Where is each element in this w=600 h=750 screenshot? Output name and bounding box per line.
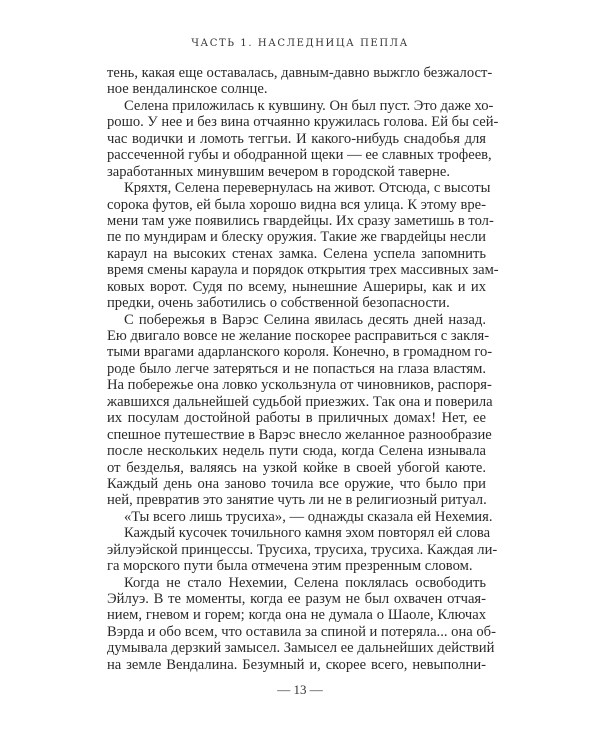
text-line: Каждый день она заново точила все оружие, что было при [107, 475, 486, 492]
text-line: время смены караула и порядок открытия трех массивных зам- [107, 262, 499, 279]
paragraph [107, 97, 499, 180]
text-line: рассеченной губы и ободранной щеки — ее славных трофеев, [107, 147, 492, 164]
text-line: пе по мундирам и блеску оружия. Такие же гвардейцы несли [107, 229, 486, 246]
page-number: — 13 — [277, 682, 323, 697]
paragraph [107, 180, 499, 312]
running-header: ЧАСТЬ 1. НАСЛЕДНИЦА ПЕПЛА [191, 38, 409, 49]
text-line: караул на высоких стенах замка. Селена успела запомнить [107, 245, 486, 262]
text-line: после нескольких недель пути сюда, когда Селена изнывала [107, 443, 486, 460]
body-text [107, 65, 499, 673]
paragraph [107, 574, 496, 674]
text-line: сорока футов, ей была хорошо видна вся улица. К этому вре- [107, 196, 486, 213]
paragraph [107, 508, 493, 525]
text-line: С побережья в Варэс Селина явилась десять дней назад. [124, 311, 486, 328]
text-line: эйлуэйской принцессы. Трусиха, трусиха, трусиха. Каждая ли- [107, 541, 498, 558]
text-line: тыми врагами адарланского короля. Конечно, в громадном го- [107, 344, 493, 361]
text-line: час водички и ломоть теггьи. И какого-нибудь снадобья для [107, 130, 486, 147]
text-line: На побережье она ловко ускользнула от чиновников, распоря- [107, 377, 492, 394]
paragraph [107, 311, 493, 509]
text-line: роде было легче затеряться и не попасться на глаза властям. [107, 360, 486, 377]
text-line: ное вендалинское солнце. [107, 81, 268, 98]
paragraph [107, 65, 493, 98]
text-line: от безделья, валяясь на узкой койке в своей убогой каюте. [107, 459, 486, 476]
text-line: думывала дерзкий замысел. Замысел ее дальнейших действий [107, 640, 495, 657]
text-line: Селена приложилась к кувшину. Он был пуст. Это даже хо- [124, 97, 494, 114]
paragraph [107, 525, 498, 575]
text-line: нием, гневом и горем; когда она не думала о Шаоле, Ключах [107, 607, 486, 624]
text-line: Каждый кусочек точильного камня эхом повторял ей слова [124, 525, 491, 542]
text-line: тень, какая еще оставалась, давным-давно выжгло безжалост- [107, 65, 493, 81]
text-line: Вэрда и обо всем, что оставила за спиной и потеряла... она об- [107, 623, 496, 640]
text-line: ней, превратив это занятие чуть ли не в религиозный ритуал. [107, 492, 487, 509]
text-line: их посулам достойной работы в приличных домах! Нет, ее [107, 410, 486, 427]
text-line: на земле Вендалина. Безумный и, скорее всего, невыполни- [107, 656, 486, 673]
text-line: мени там уже появились гвардейцы. Их сразу заметишь в тол- [107, 212, 494, 229]
text-line: жавшихся дальнейшей судьбой приезжих. Так она и поверила [107, 393, 493, 410]
text-line: Кряхтя, Селена перевернулась на живот. Отсюда, с высоты [124, 180, 491, 197]
text-line: га морского пути была отмечена этим презренным словом. [107, 558, 473, 575]
text-line: Когда не стало Нехемии, Селена поклялась освободить [124, 574, 486, 591]
text-line: спешное путешествие в Варэс внесло желанное разнообразие [107, 426, 492, 443]
text-line: предки, очень заботились о собственной безопасности. [107, 295, 450, 312]
text-line: заработанных минувшим вечером в городской таверне. [107, 163, 451, 180]
text-line: ковых ворот. Судя по всему, нынешние Ашериры, как и их [107, 278, 486, 295]
text-line: рошо. У нее и без вина отчаянно кружилась голова. Ей бы сей- [107, 114, 499, 131]
text-line: «Ты всего лишь трусиха», — однажды сказала ей Нехемия. [124, 508, 493, 525]
text-line: Эйлуэ. В те моменты, когда ее разум не был охвачен отчая- [107, 591, 486, 607]
text-line: Ею двигало вовсе не желание поскорее расправиться с закля- [107, 328, 490, 344]
